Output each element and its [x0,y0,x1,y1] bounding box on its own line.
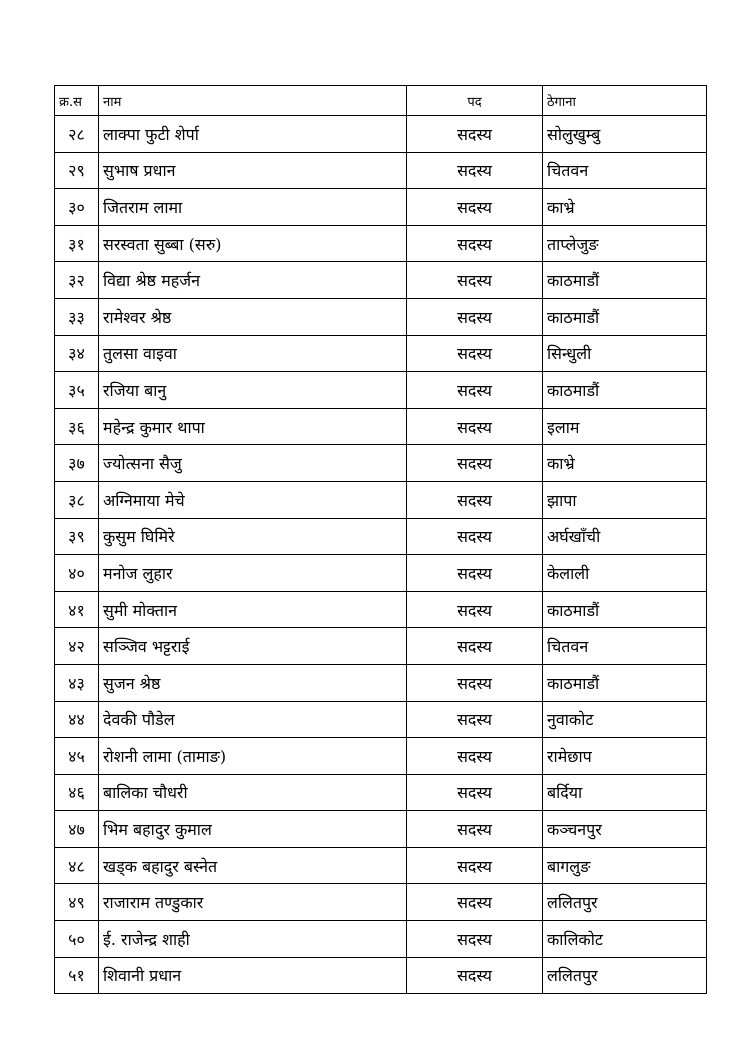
serial-number-cell: ३५ [55,372,99,409]
serial-number-cell: ३३ [55,298,99,335]
member-name-cell: बालिका चौधरी [99,774,407,811]
post-cell: सदस्य [407,335,543,372]
address-cell: अर्घखाँची [543,518,707,555]
serial-number-cell: २९ [55,152,99,189]
table-row [55,957,707,994]
post-cell: सदस्य [407,847,543,884]
table-row [55,847,707,884]
post-cell: सदस्य [407,774,543,811]
address-cell: सिन्धुली [543,335,707,372]
serial-number-cell: ३७ [55,445,99,482]
serial-number-cell: ५० [55,921,99,958]
table-row [55,518,707,555]
post-cell: सदस्य [407,189,543,226]
member-name-cell: राजाराम तण्डुकार [99,884,407,921]
table-row [55,481,707,518]
address-cell: नुवाकोट [543,701,707,738]
address-cell: काठमाडौं [543,664,707,701]
post-cell: सदस्य [407,518,543,555]
serial-number-cell: ५१ [55,957,99,994]
address-cell: कञ्चनपुर [543,811,707,848]
serial-number-cell: ४९ [55,884,99,921]
serial-number-cell: ४६ [55,774,99,811]
address-cell: ताप्लेजुङ [543,225,707,262]
member-name-cell: खड्क बहादुर बस्नेत [99,847,407,884]
table-row [55,555,707,592]
member-name-cell: रोशनी लामा (तामाङ) [99,738,407,775]
address-cell: ललितपुर [543,957,707,994]
post-cell: सदस्य [407,811,543,848]
table-row [55,152,707,189]
post-cell: सदस्य [407,225,543,262]
table-row [55,335,707,372]
header-name: नाम [99,86,407,116]
member-name-cell: सरस्वता सुब्बा (सरु) [99,225,407,262]
header-serial-number: क्र.स [55,86,99,116]
serial-number-cell: ३६ [55,408,99,445]
address-cell: काठमाडौं [543,591,707,628]
post-cell: सदस्य [407,591,543,628]
address-cell: रामेछाप [543,738,707,775]
table-row [55,591,707,628]
table-row [55,738,707,775]
address-cell: बर्दिया [543,774,707,811]
serial-number-cell: ३९ [55,518,99,555]
table-row [55,262,707,299]
member-name-cell: कुसुम घिमिरे [99,518,407,555]
address-cell: कालिकोट [543,921,707,958]
member-table [54,85,707,994]
table-row [55,225,707,262]
address-cell: इलाम [543,408,707,445]
table-row [55,884,707,921]
member-name-cell: तुलसा वाइवा [99,335,407,372]
address-cell: काठमाडौं [543,262,707,299]
address-cell: ललितपुर [543,884,707,921]
serial-number-cell: ३२ [55,262,99,299]
table-row [55,116,707,153]
member-name-cell: भिम बहादुर कुमाल [99,811,407,848]
post-cell: सदस्य [407,481,543,518]
table-header [55,86,707,116]
table-row [55,628,707,665]
table-row [55,811,707,848]
post-cell: सदस्य [407,445,543,482]
serial-number-cell: ४७ [55,811,99,848]
post-cell: सदस्य [407,116,543,153]
member-name-cell: देवकी पौडेल [99,701,407,738]
member-name-cell: महेन्द्र कुमार थापा [99,408,407,445]
post-cell: सदस्य [407,262,543,299]
address-cell: केलाली [543,555,707,592]
member-name-cell: लाक्पा फुटी शेर्पा [99,116,407,153]
serial-number-cell: ४८ [55,847,99,884]
table-row [55,408,707,445]
member-name-cell: रजिया बानु [99,372,407,409]
member-name-cell: अग्निमाया मेचे [99,481,407,518]
address-cell: चितवन [543,628,707,665]
member-name-cell: सुमी मोक्तान [99,591,407,628]
serial-number-cell: ४५ [55,738,99,775]
address-cell: चितवन [543,152,707,189]
member-name-cell: शिवानी प्रधान [99,957,407,994]
member-name-cell: मनोज लुहार [99,555,407,592]
serial-number-cell: ३४ [55,335,99,372]
serial-number-cell: ३८ [55,481,99,518]
member-name-cell: सञ्जिव भट्टराई [99,628,407,665]
post-cell: सदस्य [407,701,543,738]
post-cell: सदस्य [407,298,543,335]
post-cell: सदस्य [407,152,543,189]
serial-number-cell: ४४ [55,701,99,738]
post-cell: सदस्य [407,628,543,665]
post-cell: सदस्य [407,921,543,958]
table-row [55,445,707,482]
serial-number-cell: ३१ [55,225,99,262]
header-post: पद [407,86,543,116]
post-cell: सदस्य [407,957,543,994]
member-name-cell: सुभाष प्रधान [99,152,407,189]
post-cell: सदस्य [407,555,543,592]
member-name-cell: विद्या श्रेष्ठ महर्जन [99,262,407,299]
address-cell: झापा [543,481,707,518]
address-cell: काभ्रे [543,189,707,226]
address-cell: काठमाडौं [543,298,707,335]
serial-number-cell: ३० [55,189,99,226]
header-row [55,86,707,116]
table-row [55,372,707,409]
address-cell: सोलुखुम्बु [543,116,707,153]
member-name-cell: ज्योत्सना सैजु [99,445,407,482]
table-row [55,774,707,811]
address-cell: काभ्रे [543,445,707,482]
member-name-cell: सुजन श्रेष्ठ [99,664,407,701]
header-address: ठेगाना [543,86,707,116]
member-name-cell: ई. राजेन्द्र शाही [99,921,407,958]
serial-number-cell: ४३ [55,664,99,701]
address-cell: बागलुङ [543,847,707,884]
serial-number-cell: ४१ [55,591,99,628]
address-cell: काठमाडौं [543,372,707,409]
post-cell: सदस्य [407,408,543,445]
member-name-cell: जितराम लामा [99,189,407,226]
serial-number-cell: २८ [55,116,99,153]
post-cell: सदस्य [407,372,543,409]
member-name-cell: रामेश्वर श्रेष्ठ [99,298,407,335]
post-cell: सदस्य [407,884,543,921]
serial-number-cell: ४० [55,555,99,592]
table-body [55,116,707,994]
table-row [55,189,707,226]
post-cell: सदस्य [407,738,543,775]
serial-number-cell: ४२ [55,628,99,665]
post-cell: सदस्य [407,664,543,701]
table-row [55,921,707,958]
table-row [55,664,707,701]
table-row [55,701,707,738]
table-row [55,298,707,335]
